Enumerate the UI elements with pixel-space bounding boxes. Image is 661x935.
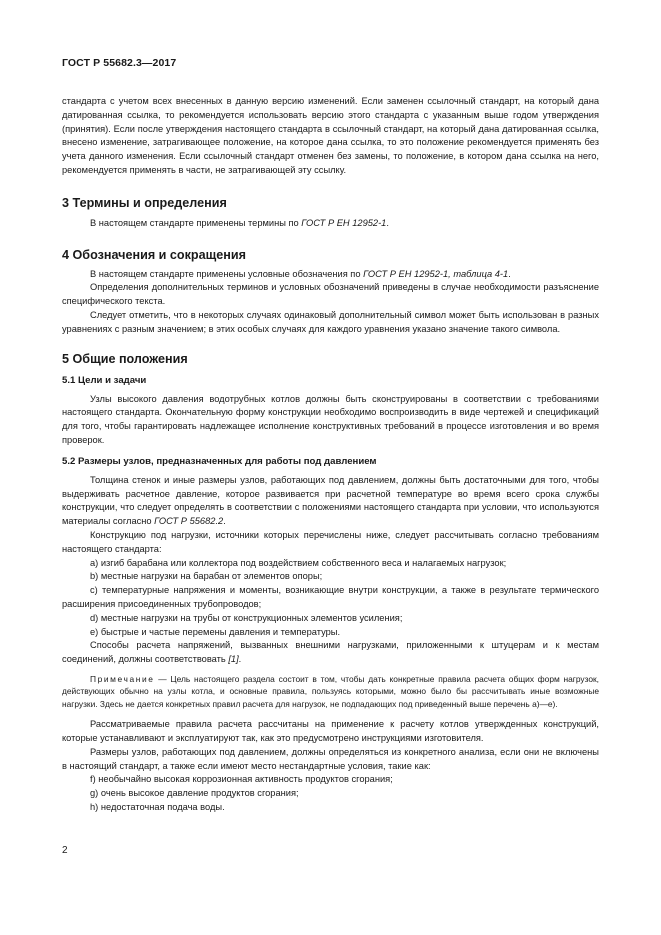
section-5-heading: 5 Общие положения bbox=[62, 351, 188, 366]
subsection-5-2-paragraph-2: Конструкцию под нагрузки, источники которых перечислены ниже, следует рассчитывать согласно требованиям настоящего стандарта: bbox=[62, 529, 599, 554]
list-item: e) быстрые и частые перемены давления и температуры. bbox=[90, 626, 341, 637]
standard-reference: ГОСТ Р ЕН 12952-1 bbox=[301, 217, 387, 228]
section-4-paragraph-1: В настоящем стандарте применены условные обозначения по ГОСТ Р ЕН 12952-1, таблица 4-1. bbox=[90, 268, 511, 279]
page-content bbox=[62, 95, 599, 815]
list-item: f) необычайно высокая коррозионная активность продуктов сгорания; bbox=[90, 774, 393, 785]
subsection-5-2-paragraph-4: Рассматриваемые правила расчета рассчитаны на применение к расчету котлов утвержденных конструкций, которые устанавливают и эксплуатируют так, как это предусмотрено инструкциями изготовителя. bbox=[62, 719, 599, 743]
note-block bbox=[62, 673, 599, 710]
page-number: 2 bbox=[62, 845, 68, 856]
list-item: g) очень высокое давление продуктов сгорания; bbox=[90, 788, 299, 799]
list-item: c) температурные напряжения и моменты, возникающие внутри конструкции, а также в результате термического расширения присоединенных трубопроводов; bbox=[62, 585, 599, 609]
subsection-5-1-paragraph: Узлы высокого давления водотрубных котлов должны быть сконструированы в соответствии с требованиями настоящего стандарта. Окончательную форму конструкции необходимо воспроизводить в виде чертежей и спецификаций для того, чтобы гарантировать надлежащее исполнение конструктивных требований в процессе изготовления и во время проверок. bbox=[62, 393, 599, 445]
subsection-5-2-paragraph-1: Толщина стенок и иные размеры узлов, работающих под давлением, должны быть достаточными для того, чтобы выдерживать расчетное давление, которое развивается при расчетной температуре во время всего срока службы конструкции, что следует определять в соответствии с положениями настоящего стандарта при условии, что используются материалы согласно ГОСТ Р 55682.2. bbox=[62, 474, 599, 527]
note-text: — Цель настоящего раздела состоит в том, чтобы дать конкретные правила расчета общих форм нагрузок, действующих обычно на узлы котла, и основные правила, пользуясь которыми, можно было бы рассчитывать иные возможные нагрузки. Здесь не дается конкретных правил расчета для нагрузок, не подпадающих под приведенный выше перечень а)—е). bbox=[62, 673, 599, 709]
intro-paragraph: стандарта с учетом всех внесенных в данную версию изменений. Если заменен ссылочный стандарт, на который дана датированная ссылка, то рекомендуется использовать версию этого стандарта с указанным выше годом утверждения (принятия). Если после утверждения настоящего стандарта в ссылочный стандарт, на который дана датированная ссылка, внесено изменение, затрагивающее положение, на которое дана ссылка, то это положение рекомендуется применять без учета данного изменения. Если ссылочный стандарт отменен без замены, то положение, в котором дана ссылка на него, рекомендуется применять в части, не затрагивающей эту ссылку. bbox=[62, 96, 599, 175]
standard-reference: ГОСТ Р ЕН 12952-1, таблица 4-1 bbox=[363, 268, 509, 279]
standard-reference: ГОСТ Р 55682.2 bbox=[154, 516, 224, 527]
subsection-5-1-heading: 5.1 Цели и задачи bbox=[62, 374, 147, 386]
bibliography-reference: [1] bbox=[228, 654, 239, 665]
subsection-5-2-paragraph-3: Способы расчета напряжений, вызванных внешними нагрузками, приложенными к штуцерам и к местам соединений, должны соответствовать [1]. bbox=[62, 640, 599, 665]
list-item: a) изгиб барабана или коллектора под воздействием собственного веса и налагаемых нагрузок; bbox=[90, 557, 507, 568]
list-item: h) недостаточная подача воды. bbox=[90, 801, 225, 812]
subsection-5-2-heading: 5.2 Размеры узлов, предназначенных для работы под давлением bbox=[62, 455, 377, 467]
document-header: ГОСТ Р 55682.3—2017 bbox=[62, 57, 177, 69]
note-label: Примечание bbox=[90, 673, 155, 684]
section-3-paragraph: В настоящем стандарте применены термины по ГОСТ Р ЕН 12952-1. bbox=[90, 217, 389, 228]
section-3-heading: 3 Термины и определения bbox=[62, 195, 227, 210]
list-item: b) местные нагрузки на барабан от элементов опоры; bbox=[90, 571, 323, 582]
subsection-5-2-paragraph-5: Размеры узлов, работающих под давлением, должны определяться из конкретного анализа, если они не включены в настоящий стандарт, а также если имеют место нестандартные условия, такие как: bbox=[62, 746, 599, 771]
section-4-heading: 4 Обозначения и сокращения bbox=[62, 247, 246, 262]
section-4-paragraph-3: Следует отметить, что в некоторых случаях одинаковый дополнительный символ может быть использован в разных уравнениях с разным значением; в этих особых случаях для каждого уравнения указано значение такого символа. bbox=[62, 309, 599, 334]
list-item: d) местные нагрузки на трубы от конструкционных элементов усиления; bbox=[90, 612, 403, 623]
section-4-paragraph-2: Определения дополнительных терминов и условных обозначений приведены в случае необходимости разъяснение специфического текста. bbox=[62, 282, 599, 307]
